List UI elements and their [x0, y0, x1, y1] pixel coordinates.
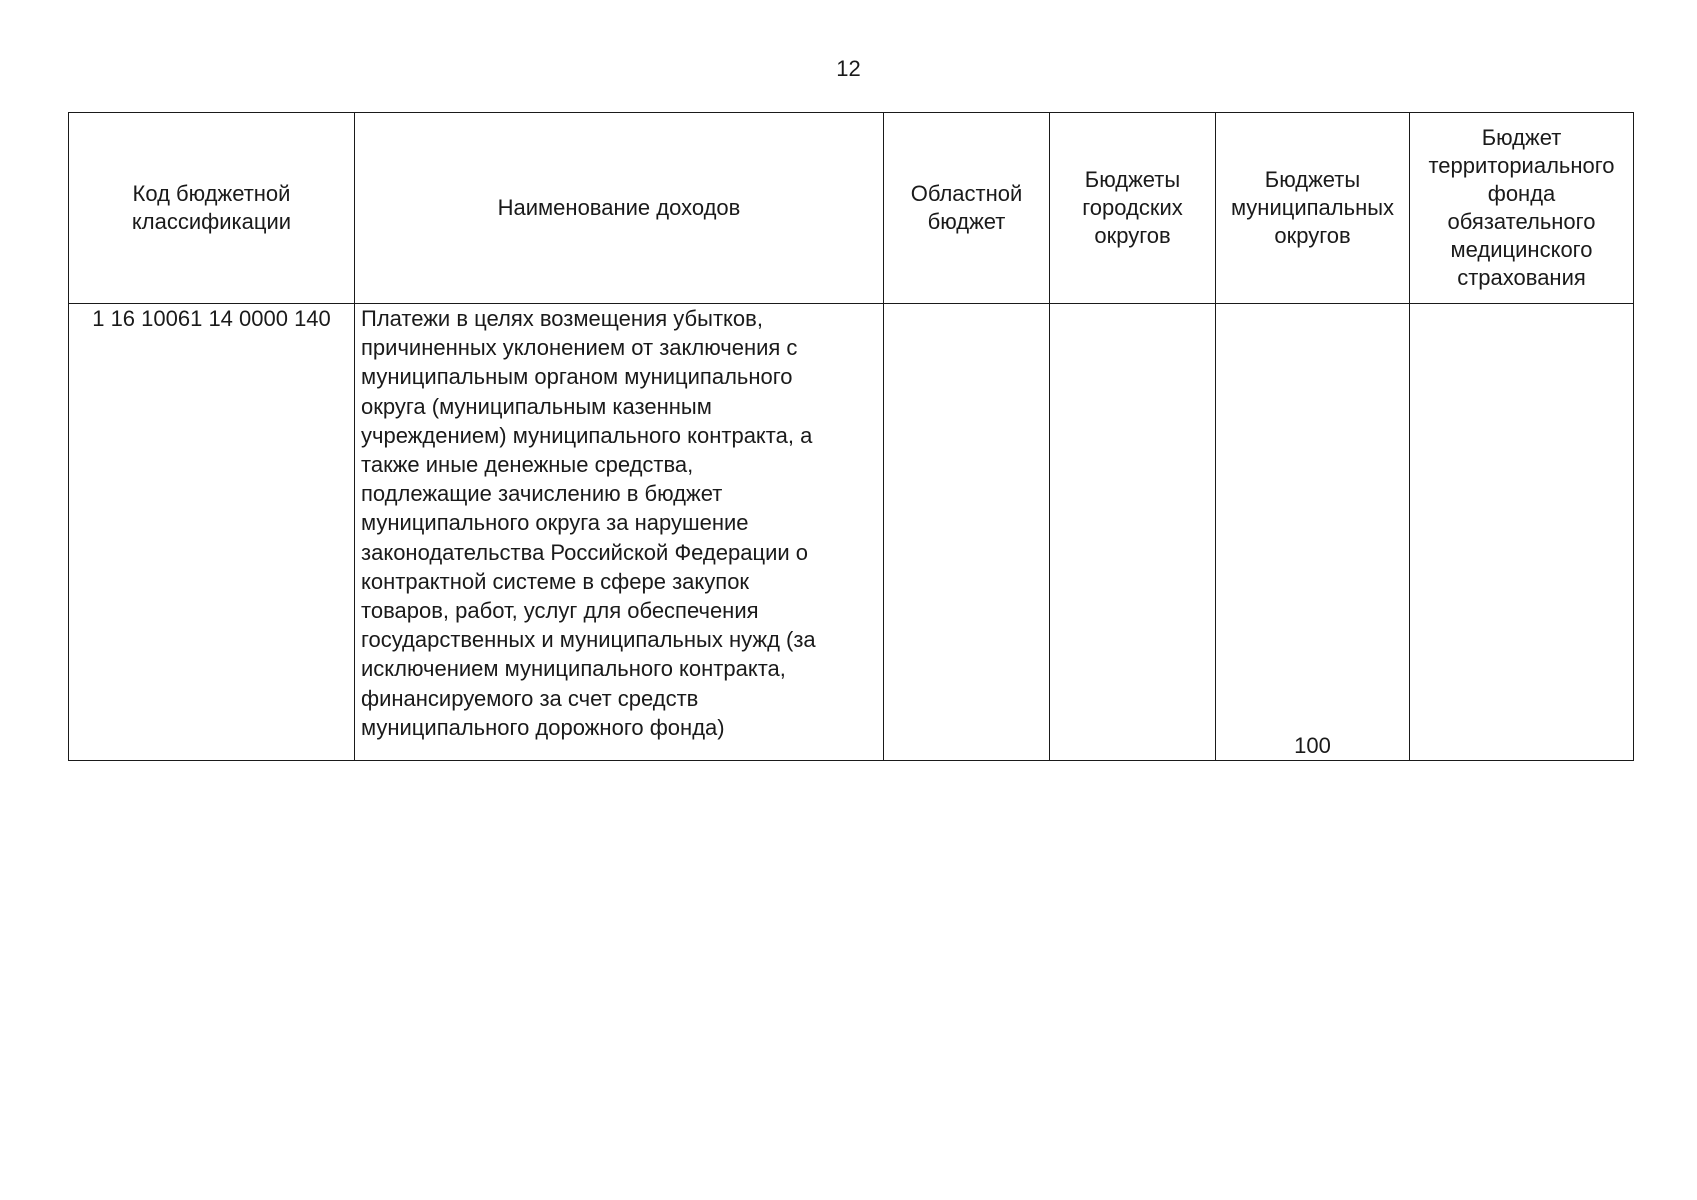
page-number: 12	[836, 56, 861, 81]
cell-regional-budget	[884, 304, 1050, 761]
table-header-row	[69, 113, 1634, 304]
cell-territorial-fund-budget	[1410, 304, 1634, 761]
budget-classification-table	[68, 112, 1634, 761]
cell-classification-code: 1 16 10061 14 0000 140	[69, 304, 355, 761]
table-row	[69, 304, 1634, 761]
header-income-name: Наименование доходов	[355, 113, 884, 304]
header-municipal-district-budgets: Бюджеты муниципальных округов	[1216, 113, 1410, 304]
header-regional-budget: Областной бюджет	[884, 113, 1050, 304]
header-code: Код бюджетной классификации	[69, 113, 355, 304]
cell-municipal-district-budgets: 100	[1216, 304, 1410, 761]
cell-income-name: Платежи в целях возмещения убытков, причиненных уклонением от заключения с муниципальным органом муниципального округа (муниципальным казенным учреждением) муниципального контракта, а также иные денежные средства, подлежащие зачислению в бюджет муниципального округа за нарушение законодательства Российской Федерации о контрактной системе в сфере закупок товаров, работ, услуг для обеспечения государственных и муниципальных нужд (за исключением муниципального контракта, финансируемого за счет средств муниципального дорожного фонда)	[355, 304, 884, 761]
header-territorial-fund-budget: Бюджет территориального фонда обязательного медицинского страхования	[1410, 113, 1634, 304]
header-city-district-budgets: Бюджеты городских округов	[1050, 113, 1216, 304]
cell-city-district-budgets	[1050, 304, 1216, 761]
